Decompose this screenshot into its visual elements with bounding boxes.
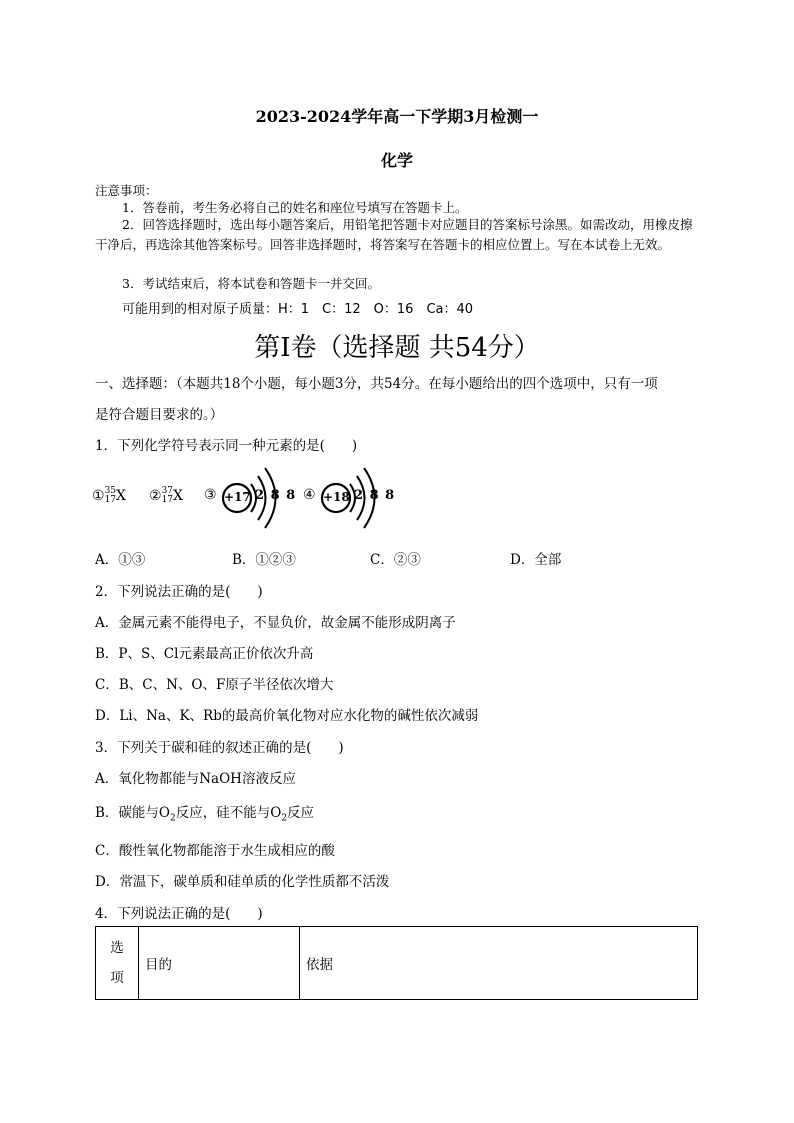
q1-item-2-z: 17 xyxy=(161,495,174,505)
q1-item-1-mass: 35 xyxy=(104,486,117,496)
q2-option-d: D．Li、Na、K、Rb的最高价氧化物对应水化物的碱性依次减弱 xyxy=(95,708,479,724)
q3-option-b-part-3: 反应 xyxy=(287,805,315,821)
section-title: 第Ⅰ卷（选择题 共54分） xyxy=(254,333,540,363)
section-instruction-1: 一、选择题：（本题共18个小题，每小题3分，共54分。在每小题给出的四个选项中，只有一项 xyxy=(95,376,658,392)
q1-item-3-label: ③ xyxy=(204,487,217,503)
q1-stem: 1．下列化学符号表示同一种元素的是( ) xyxy=(95,438,358,454)
q3-option-a: A．氧化物都能与NaOH溶液反应 xyxy=(95,771,296,787)
q4-table-header-option-line-1: 选 xyxy=(110,940,124,956)
q4-table-header-option-line-2: 项 xyxy=(110,970,124,986)
q1-item-4-nucleus: +18 xyxy=(323,490,350,504)
q4-stem: 4．下列说法正确的是( ) xyxy=(95,906,263,922)
exam-title: 2023-2024学年高一下学期3月检测一 xyxy=(255,107,539,126)
q1-item-2-symbol: X xyxy=(173,488,183,504)
q1-item-1-z: 17 xyxy=(104,495,117,505)
section-instruction-2: 是符合题目要求的。） xyxy=(95,407,224,423)
q3-option-b-sub-2: 2 xyxy=(281,813,288,824)
q1-item-3-shells: 2 8 8 xyxy=(255,488,297,503)
q3-option-b xyxy=(95,801,314,824)
q1-option-c: C．②③ xyxy=(370,552,421,568)
q1-item-1-symbol: X xyxy=(116,488,126,504)
q3-option-c: C．酸性氧化物都能溶于水生成相应的酸 xyxy=(95,843,335,859)
notice-item-3: 3．考试结束后，将本试卷和答题卡一并交回。 xyxy=(122,276,380,291)
q1-item-4-label: ④ xyxy=(303,487,316,503)
q1-option-a: A．①③ xyxy=(95,552,146,568)
q1-item-2-label: ② xyxy=(149,488,162,504)
q1-item-3-nucleus: +17 xyxy=(224,490,251,504)
q2-option-a: A．金属元素不能得电子，不显负价，故金属不能形成阴离子 xyxy=(95,615,456,631)
q1-item-2-mass: 37 xyxy=(161,486,174,496)
q1-item-2 xyxy=(149,487,183,505)
q4-table-header-row xyxy=(96,927,698,1000)
q1-item-4-shells: 2 8 8 xyxy=(354,488,396,503)
q1-item-1-label: ① xyxy=(92,488,105,504)
q1-option-b: B．①②③ xyxy=(232,552,296,568)
q1-item-1 xyxy=(92,487,126,505)
notice-item-2: 2．回答选择题时，选出每小题答案后，用铅笔把答题卡对应题目的答案标号涂黑。如需改动，用橡皮擦干净后，再选涂其他答案标号。回答非选择题时，将答案写在答题卡的相应位置上。写在本试卷上无效。 xyxy=(95,217,693,252)
notice-heading: 注意事项： xyxy=(95,183,158,198)
atomic-mass-line: 可能用到的相对原子质量：H：1 C：12 O：16 Ca：40 xyxy=(122,302,474,317)
q3-stem: 3．下列关于碳和硅的叙述正确的是( ) xyxy=(95,740,344,756)
notice-item-1: 1．答卷前，考生务必将自己的姓名和座位号填写在答题卡上。 xyxy=(122,200,468,215)
q4-table-header-option xyxy=(96,927,139,1000)
q1-option-d: D．全部 xyxy=(510,552,562,568)
q3-option-b-part-2: 反应，硅不能与O xyxy=(175,805,282,821)
q2-option-c: C．B、C、N、O、F原子半径依次增大 xyxy=(95,677,334,693)
q2-stem: 2．下列说法正确的是( ) xyxy=(95,584,263,600)
q2-option-b: B．P、S、Cl元素最高正价依次升高 xyxy=(95,646,314,662)
q4-table-header-basis: 依据 xyxy=(300,927,698,1000)
q3-option-d: D．常温下，碳单质和硅单质的化学性质都不活泼 xyxy=(95,874,390,890)
q4-table-header-purpose: 目的 xyxy=(139,927,300,1000)
q3-option-b-sub-1: 2 xyxy=(170,813,176,824)
q4-table xyxy=(95,926,698,1000)
exam-subject: 化学 xyxy=(380,151,413,170)
q3-option-b-part-1: B．碳能与O xyxy=(95,805,170,821)
